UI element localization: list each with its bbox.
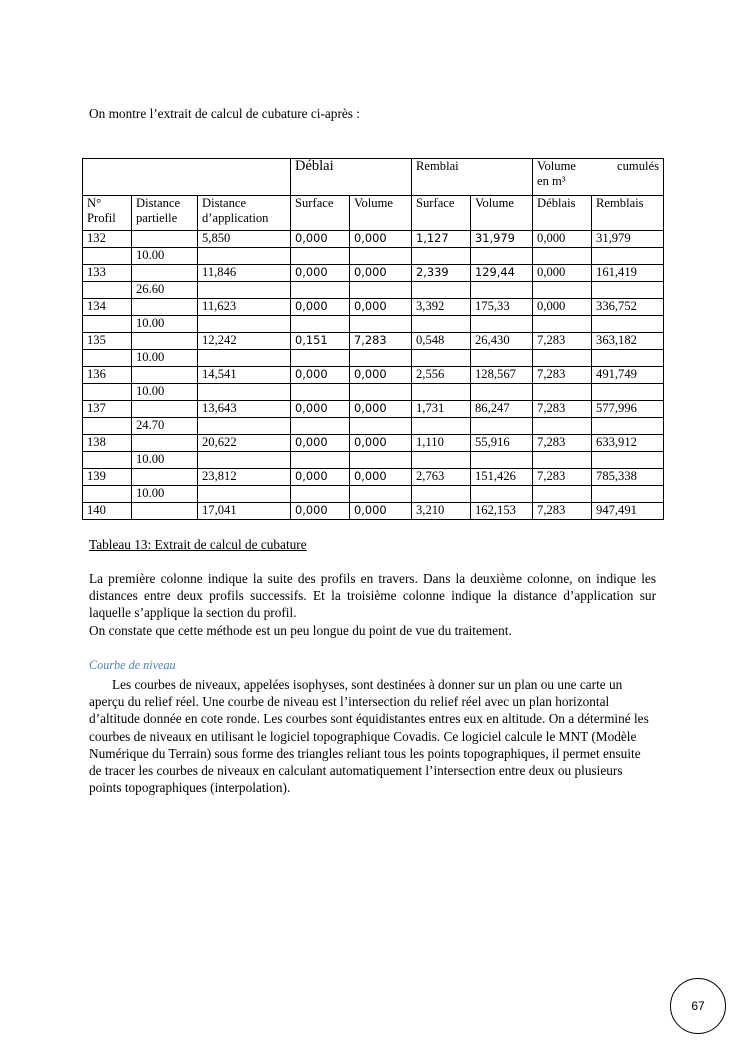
empty-cell [291, 350, 350, 367]
empty-cell [198, 282, 291, 299]
remblai-volume-cell: 86,247 [471, 401, 533, 418]
remblai-surface-cell: 2,339 [412, 265, 471, 282]
profil-cell: 136 [83, 367, 132, 384]
empty-cell [132, 503, 198, 520]
deblai-volume-cell: 0,000 [350, 401, 412, 418]
distance-partielle-cell: 10.00 [132, 486, 198, 503]
cum-deblais-cell: 0,000 [533, 265, 592, 282]
table-row [83, 231, 664, 248]
empty-cell [291, 486, 350, 503]
distance-partielle-cell: 26.60 [132, 282, 198, 299]
remblai-volume-cell: 162,153 [471, 503, 533, 520]
empty-cell [533, 486, 592, 503]
empty-cell [471, 248, 533, 265]
cum-remblais-cell: 947,491 [592, 503, 664, 520]
deblai-surface-cell: 0,000 [291, 503, 350, 520]
empty-cell [198, 486, 291, 503]
table-column-header-row [83, 196, 664, 231]
deblai-header: Déblai [291, 159, 412, 196]
empty-cell [592, 486, 664, 503]
table-row [83, 265, 664, 282]
volume-cumules-header [533, 159, 664, 196]
distance-application-cell: 20,622 [198, 435, 291, 452]
empty-cell [291, 282, 350, 299]
remblai-volume-cell: 151,426 [471, 469, 533, 486]
empty-cell [471, 384, 533, 401]
table-row-partial-distance [83, 282, 664, 299]
empty-cell [132, 469, 198, 486]
distance-application-cell: 5,850 [198, 231, 291, 248]
remblai-volume-cell: 26,430 [471, 333, 533, 350]
table-row [83, 367, 664, 384]
empty-cell [592, 452, 664, 469]
remblai-surface-cell: 1,127 [412, 231, 471, 248]
empty-cell [83, 350, 132, 367]
empty-cell [198, 384, 291, 401]
distance-application-cell: 11,846 [198, 265, 291, 282]
deblai-volume-cell: 0,000 [350, 231, 412, 248]
empty-cell [350, 418, 412, 435]
empty-cell [533, 384, 592, 401]
col-header-cum-deblais: Déblais [533, 196, 592, 231]
empty-cell [350, 350, 412, 367]
profil-cell: 133 [83, 265, 132, 282]
distance-application-cell: 12,242 [198, 333, 291, 350]
empty-cell [350, 486, 412, 503]
remblai-volume-cell: 129,44 [471, 265, 533, 282]
distance-application-cell: 17,041 [198, 503, 291, 520]
profil-cell: 135 [83, 333, 132, 350]
empty-cell [412, 418, 471, 435]
deblai-surface-cell: 0,000 [291, 299, 350, 316]
empty-cell [350, 316, 412, 333]
profil-cell: 137 [83, 401, 132, 418]
profil-cell: 140 [83, 503, 132, 520]
table-row [83, 333, 664, 350]
cum-deblais-cell: 7,283 [533, 333, 592, 350]
distance-application-cell: 14,541 [198, 367, 291, 384]
empty-cell [533, 350, 592, 367]
volume-cumules-label-b: cumulés [617, 159, 660, 173]
table-row-partial-distance [83, 452, 664, 469]
remblai-surface-cell: 3,392 [412, 299, 471, 316]
empty-cell [132, 367, 198, 384]
cum-deblais-cell: 7,283 [533, 435, 592, 452]
deblai-volume-cell: 7,283 [350, 333, 412, 350]
empty-cell [83, 248, 132, 265]
cum-deblais-cell: 7,283 [533, 503, 592, 520]
volume-cumules-unit: en m³ [537, 174, 566, 188]
remblai-surface-cell: 1,731 [412, 401, 471, 418]
empty-cell [83, 452, 132, 469]
deblai-volume-cell: 0,000 [350, 299, 412, 316]
empty-cell [471, 452, 533, 469]
cum-remblais-cell: 785,338 [592, 469, 664, 486]
distance-partielle-cell: 10.00 [132, 316, 198, 333]
empty-cell [533, 452, 592, 469]
page-number: 67 [670, 978, 726, 1034]
deblai-surface-cell: 0,000 [291, 469, 350, 486]
cum-remblais-cell: 31,979 [592, 231, 664, 248]
profil-cell: 134 [83, 299, 132, 316]
empty-cell [592, 384, 664, 401]
empty-cell [198, 316, 291, 333]
empty-cell [350, 384, 412, 401]
paragraph-method: On constate que cette méthode est un peu longue du point de vue du traitement. [89, 623, 512, 638]
empty-cell [132, 435, 198, 452]
empty-cell [198, 350, 291, 367]
distance-partielle-cell: 24.70 [132, 418, 198, 435]
empty-cell [291, 316, 350, 333]
empty-cell [533, 248, 592, 265]
empty-cell [533, 418, 592, 435]
table-row [83, 469, 664, 486]
table-row [83, 401, 664, 418]
empty-cell [83, 418, 132, 435]
empty-cell [412, 452, 471, 469]
table-group-header-row [83, 159, 664, 196]
distance-partielle-cell: 10.00 [132, 452, 198, 469]
col-header-remblai-surface: Surface [412, 196, 471, 231]
remblai-surface-cell: 1,110 [412, 435, 471, 452]
table-row-partial-distance [83, 418, 664, 435]
table-row-partial-distance [83, 384, 664, 401]
empty-cell [132, 401, 198, 418]
empty-cell [471, 316, 533, 333]
col-header-distance-partielle: Distance partielle [132, 196, 198, 231]
empty-cell [291, 452, 350, 469]
cum-deblais-cell: 7,283 [533, 469, 592, 486]
distance-partielle-cell: 10.00 [132, 350, 198, 367]
table-row-partial-distance [83, 316, 664, 333]
cum-remblais-cell: 161,419 [592, 265, 664, 282]
deblai-surface-cell: 0,000 [291, 265, 350, 282]
empty-cell [592, 316, 664, 333]
empty-cell [350, 452, 412, 469]
cum-deblais-cell: 7,283 [533, 367, 592, 384]
empty-cell [132, 333, 198, 350]
deblai-volume-cell: 0,000 [350, 265, 412, 282]
empty-cell [412, 350, 471, 367]
empty-cell [132, 299, 198, 316]
empty-cell [198, 452, 291, 469]
empty-cell [592, 350, 664, 367]
intro-text: On montre l’extrait de calcul de cubature ci-après : [89, 106, 360, 121]
col-header-deblai-volume: Volume [350, 196, 412, 231]
table-row-partial-distance [83, 248, 664, 265]
paragraph-contours [89, 676, 656, 796]
empty-cell [533, 316, 592, 333]
cum-remblais-cell: 336,752 [592, 299, 664, 316]
remblai-header: Remblai [412, 159, 533, 196]
empty-cell [471, 282, 533, 299]
distance-partielle-cell: 10.00 [132, 384, 198, 401]
deblai-volume-cell: 0,000 [350, 435, 412, 452]
cum-remblais-cell: 577,996 [592, 401, 664, 418]
distance-application-cell: 13,643 [198, 401, 291, 418]
col-header-deblai-surface: Surface [291, 196, 350, 231]
empty-cell [412, 282, 471, 299]
deblai-volume-cell: 0,000 [350, 469, 412, 486]
col-header-remblai-volume: Volume [471, 196, 533, 231]
cum-deblais-cell: 0,000 [533, 231, 592, 248]
empty-cell [83, 486, 132, 503]
deblai-surface-cell: 0,000 [291, 231, 350, 248]
deblai-surface-cell: 0,000 [291, 435, 350, 452]
empty-cell [471, 350, 533, 367]
empty-cell [412, 384, 471, 401]
empty-cell [471, 418, 533, 435]
empty-header-cell [83, 159, 291, 196]
volume-cumules-label-a: Volume [537, 159, 576, 173]
empty-cell [291, 418, 350, 435]
deblai-surface-cell: 0,151 [291, 333, 350, 350]
empty-cell [291, 248, 350, 265]
empty-cell [533, 282, 592, 299]
cum-remblais-cell: 363,182 [592, 333, 664, 350]
table-row [83, 299, 664, 316]
distance-application-cell: 23,812 [198, 469, 291, 486]
cum-deblais-cell: 7,283 [533, 401, 592, 418]
remblai-volume-cell: 31,979 [471, 231, 533, 248]
remblai-volume-cell: 55,916 [471, 435, 533, 452]
paragraph-columns: La première colonne indique la suite des profils en travers. Dans la deuxième colonne, on indique les distances entre deux profils successifs. Et la troisième colonne indique la distance d’application sur laquelle s’applique la section du profil. [89, 571, 656, 621]
remblai-volume-cell: 175,33 [471, 299, 533, 316]
empty-cell [412, 316, 471, 333]
table-row-partial-distance [83, 486, 664, 503]
deblai-surface-cell: 0,000 [291, 401, 350, 418]
empty-cell [412, 486, 471, 503]
cum-deblais-cell: 0,000 [533, 299, 592, 316]
empty-cell [350, 248, 412, 265]
deblai-surface-cell: 0,000 [291, 367, 350, 384]
profil-cell: 138 [83, 435, 132, 452]
remblai-surface-cell: 2,556 [412, 367, 471, 384]
empty-cell [132, 265, 198, 282]
table-row [83, 435, 664, 452]
table-row-partial-distance [83, 350, 664, 367]
empty-cell [291, 384, 350, 401]
empty-cell [592, 248, 664, 265]
profil-cell: 132 [83, 231, 132, 248]
remblai-surface-cell: 2,763 [412, 469, 471, 486]
paragraph-contours-text: Les courbes de niveaux, appelées isophyses, sont destinées à donner sur un plan ou une carte un aperçu du relief réel. Une courbe de niveau est l’intersection du relief réel avec un plan horizontal d’altitude donnée en cote ronde. Les courbes sont équidistantes entres eux en altitude. On a déterminé les courbes de niveaux en utilisant le logiciel topographique Covadis. Ce logiciel calcule le MNT (Modèle Numérique du Terrain) sous forme des triangles reliant tous les points topographiques, il permet ensuite de tracer les courbes de niveaux en calculant automatiquement l’intersection entre deux ou plusieurs points topographiques (interpolation). [89, 677, 649, 796]
col-header-distance-application: Distance d’application [198, 196, 291, 231]
remblai-surface-cell: 3,210 [412, 503, 471, 520]
col-header-cum-remblais: Remblais [592, 196, 664, 231]
empty-cell [198, 418, 291, 435]
empty-cell [83, 384, 132, 401]
empty-cell [471, 486, 533, 503]
remblai-surface-cell: 0,548 [412, 333, 471, 350]
empty-cell [592, 418, 664, 435]
cubature-table [82, 158, 664, 520]
remblai-volume-cell: 128,567 [471, 367, 533, 384]
cum-remblais-cell: 633,912 [592, 435, 664, 452]
section-heading: Courbe de niveau [89, 658, 176, 672]
col-header-profil: N° Profil [83, 196, 132, 231]
distance-partielle-cell: 10.00 [132, 248, 198, 265]
empty-cell [350, 282, 412, 299]
deblai-volume-cell: 0,000 [350, 503, 412, 520]
empty-cell [83, 316, 132, 333]
empty-cell [592, 282, 664, 299]
table-caption: Tableau 13: Extrait de calcul de cubature [89, 537, 307, 552]
cum-remblais-cell: 491,749 [592, 367, 664, 384]
empty-cell [198, 248, 291, 265]
empty-cell [132, 231, 198, 248]
deblai-volume-cell: 0,000 [350, 367, 412, 384]
distance-application-cell: 11,623 [198, 299, 291, 316]
empty-cell [412, 248, 471, 265]
table-row [83, 503, 664, 520]
profil-cell: 139 [83, 469, 132, 486]
empty-cell [83, 282, 132, 299]
